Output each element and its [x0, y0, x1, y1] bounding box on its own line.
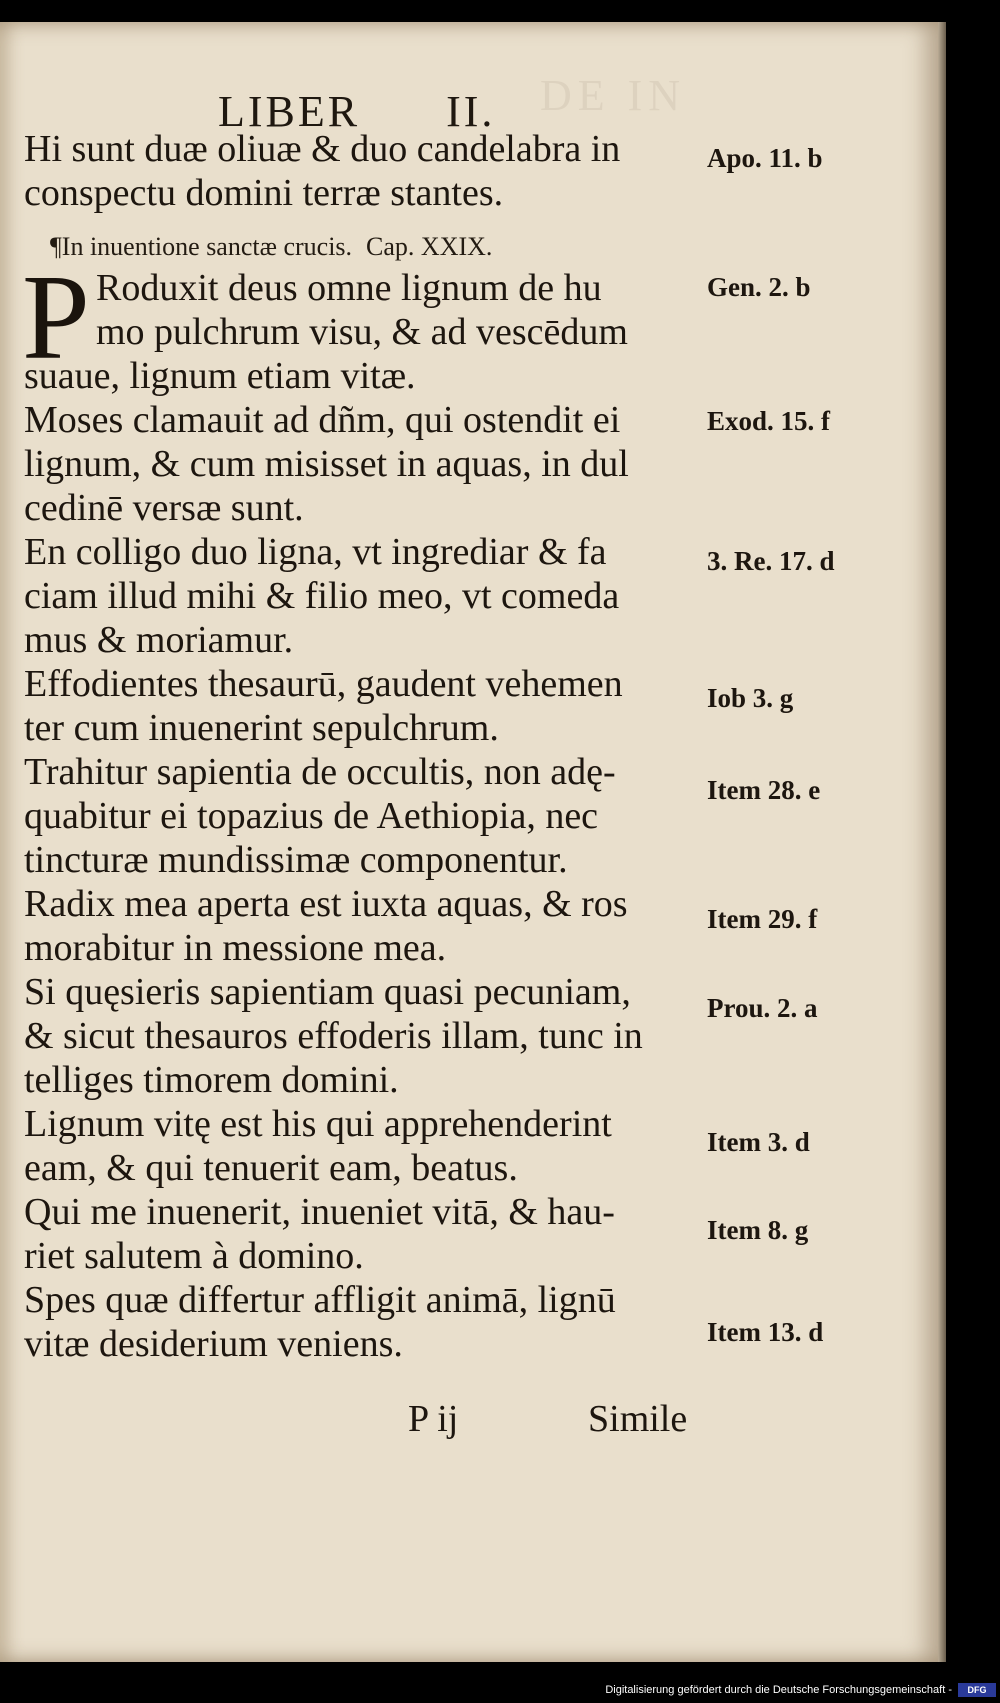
text-line: riet salutem à domino. [24, 1235, 364, 1277]
margin-reference: 3. Re. 17. d [707, 546, 835, 576]
text-line: cedinē versæ sunt. [24, 487, 304, 529]
text-line: Radix mea aperta est iuxta aquas, & ros [24, 883, 628, 925]
margin-reference: Iob 3. g [707, 683, 794, 713]
text-line: ciam illud mihi & filio meo, vt comeda [24, 575, 620, 617]
margin-reference: Item 29. f [707, 904, 818, 934]
text-line: suaue, lignum etiam vitæ. [24, 355, 416, 397]
text-line: telliges timorem domini. [24, 1059, 399, 1101]
margin-reference: Item 8. g [707, 1215, 809, 1245]
signature-mark: P ij [408, 1398, 459, 1440]
chapter-caption [50, 232, 492, 262]
text-line: lignum, & cum misisset in aquas, in dul [24, 443, 629, 485]
show-through-text: DE IN [540, 71, 687, 120]
margin-reference: Prou. 2. a [707, 993, 818, 1023]
dfg-logo: DFG [958, 1683, 996, 1697]
margin-reference: Gen. 2. b [707, 272, 811, 302]
running-title: LIBER [218, 87, 361, 136]
caption-text: ¶In inuentione sanctæ crucis. [50, 232, 353, 261]
catchword: Simile [588, 1398, 688, 1440]
text-line: & sicut thesauros effoderis illam, tunc in [24, 1015, 643, 1057]
text-line: Lignum vitę est his qui apprehenderint [24, 1103, 612, 1145]
text-line: Roduxit deus omne lignum de hu [96, 267, 602, 309]
text-line: Qui me inuenerit, inueniet vitā, & hau- [24, 1191, 615, 1233]
text-line: Spes quæ differtur affligit animā, lignū [24, 1279, 616, 1321]
text-line: eam, & qui tenuerit eam, beatus. [24, 1147, 518, 1189]
chapter-number: Cap. XXIX. [366, 232, 493, 261]
text-line: conspectu domini terræ stantes. [24, 172, 504, 214]
text-line: Moses clamauit ad dñm, qui ostendit ei [24, 399, 621, 441]
text-line: ter cum inuenerint sepulchrum. [24, 707, 499, 749]
margin-reference: Exod. 15. f [707, 406, 831, 436]
margin-reference: Item 13. d [707, 1317, 824, 1347]
text-line: mo pulchrum visu, & ad vescēdum [96, 311, 628, 353]
leaf-number: II. [446, 87, 496, 136]
page-edge [938, 22, 946, 1662]
text-line: mus & moriamur. [24, 619, 294, 661]
digitization-credit: Digitalisierung gefördert durch die Deutsche Forschungsgemeinschaft - [605, 1684, 952, 1696]
text-line: quabitur ei topazius de Aethiopia, nec [24, 795, 599, 837]
text-line: Effodientes thesaurū, gaudent vehemen [24, 663, 623, 705]
text-line: Si quęsieris sapientiam quasi pecuniam, [24, 971, 631, 1013]
text-line: morabitur in messione mea. [24, 927, 447, 969]
margin-reference: Apo. 11. b [707, 143, 823, 173]
drop-capital: P [22, 250, 90, 385]
text-line: Hi sunt duæ oliuæ & duo candelabra in [24, 128, 621, 170]
text-line: En colligo duo ligna, vt ingrediar & fa [24, 531, 607, 573]
text-line: vitæ desiderium veniens. [24, 1323, 403, 1365]
margin-reference: Item 3. d [707, 1127, 810, 1157]
text-line: tincturæ mundissimæ componentur. [24, 839, 568, 881]
text-line: Trahitur sapientia de occultis, non adę- [24, 751, 616, 793]
margin-reference: Item 28. e [707, 775, 821, 805]
